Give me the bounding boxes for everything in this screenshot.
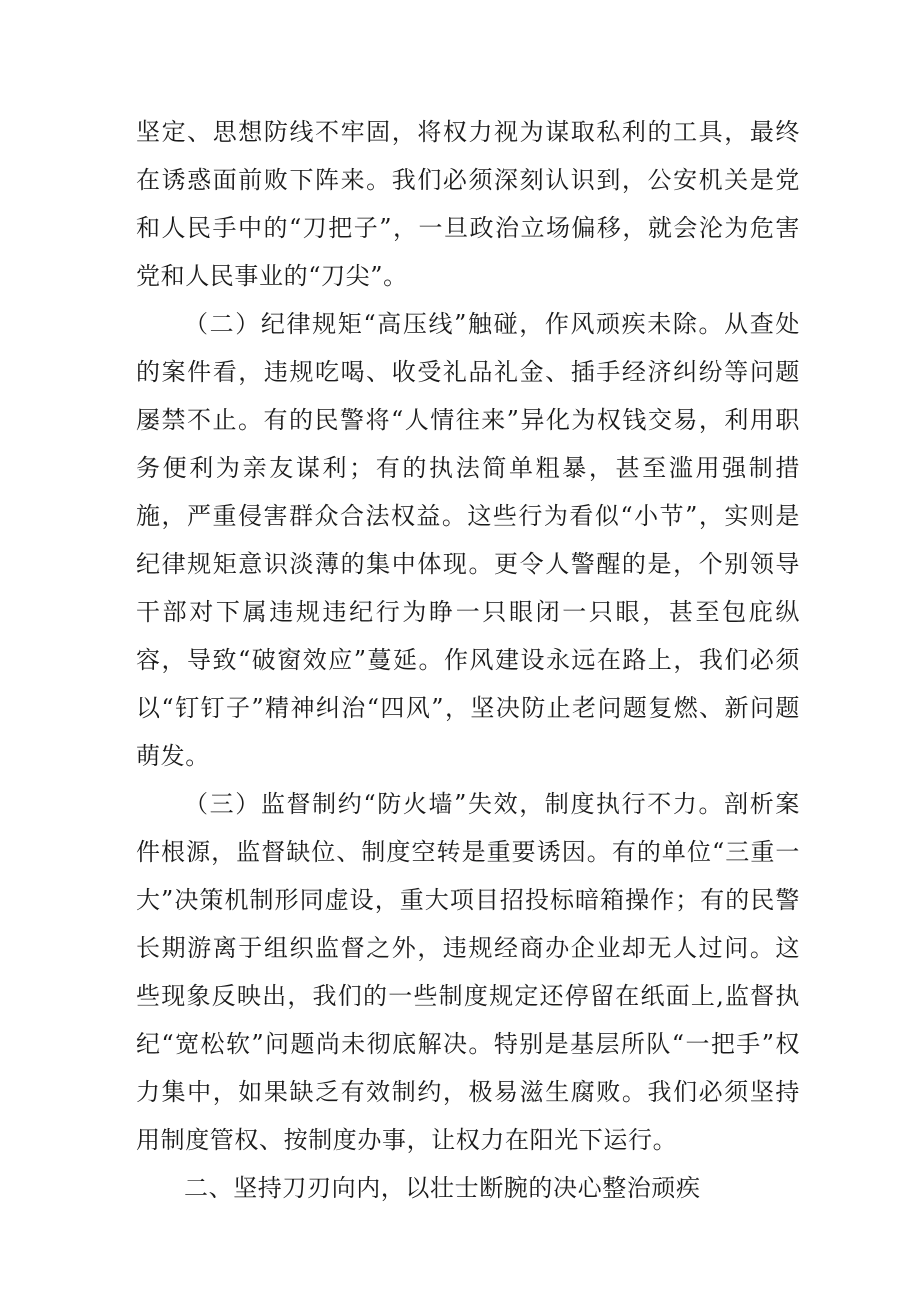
paragraph-continuation: 坚定、思想防线不牢固，将权力视为谋取私利的工具，最终在诱惑面前败下阵来。我们必须深刻认识到，公安机关是党和人民手中的“刀把子”，一旦政治立场偏移，就会沦为危害党和人民事业的“刀尖”。 <box>136 118 800 290</box>
document-body <box>136 108 800 1212</box>
paragraph-section-2: （二）纪律规矩“高压线”触碰，作风顽疾未除。从查处的案件看，违规吃喝、收受礼品礼金、插手经济纠纷等问题屡禁不止。有的民警将“人情往来”异化为权钱交易，利用职务便利为亲友谋利；有的执法简单粗暴，甚至滥用强制措施，严重侵害群众合法权益。这些行为看似“小节”，实则是纪律规矩意识淡薄的集中体现。更令人警醒的是，个别领导干部对下属违规违纪行为睁一只眼闭一只眼，甚至包庇纵容，导致“破窗效应”蔓延。作风建设永远在路上，我们必须以“钉钉子”精神纠治“四风”，坚决防止老问题复燃、新问题萌发。 <box>136 310 800 770</box>
section-heading: 二、坚持刀刃向内，以壮士断腕的决心整治顽疾 <box>184 1174 701 1202</box>
paragraph-section-3: （三）监督制约“防火墙”失效，制度执行不力。剖析案件根源，监督缺位、制度空转是重要诱因。有的单位“三重一大”决策机制形同虚设，重大项目招投标暗箱操作；有的民警长期游离于组织监督之外，违规经商办企业却无人过问。这些现象反映出，我们的一些制度规定还停留在纸面上,监督执纪“宽松软”问题尚未彻底解决。特别是基层所队“一把手”权力集中，如果缺乏有效制约，极易滋生腐败。我们必须坚持用制度管权、按制度办事，让权力在阳光下运行。 <box>136 790 800 1154</box>
